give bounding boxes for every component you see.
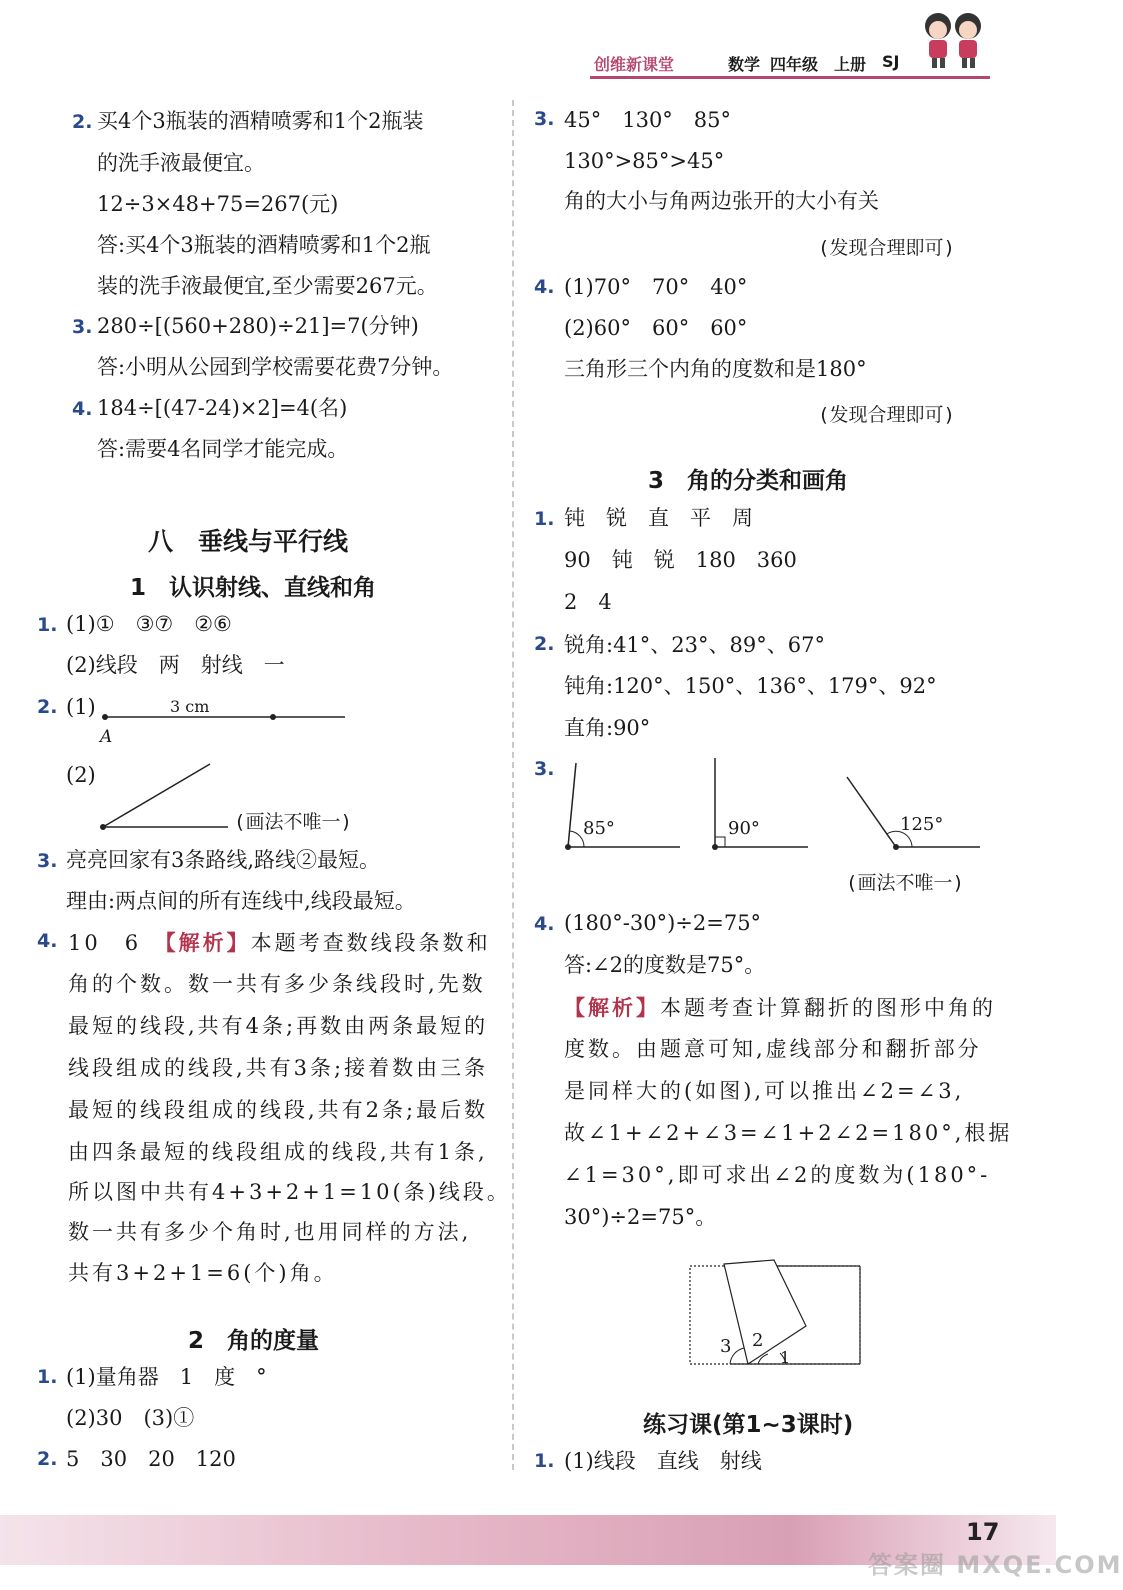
header-subject: 数学 [728, 55, 761, 74]
question-number: 4. [72, 398, 93, 420]
answer-line: (1)① ③⑦ ②⑥ [66, 612, 232, 636]
question-number: 2. [72, 111, 93, 133]
question-number: 1. [534, 508, 555, 530]
angle-label: 125° [900, 814, 944, 835]
answer-values: 10 6 [68, 931, 166, 955]
question-number: 4. [534, 276, 555, 298]
analysis-text: 本题考查数线段条数和 [250, 931, 491, 955]
section-title: 1 认识射线、直线和角 [130, 575, 377, 601]
question-number: 4. [37, 930, 58, 952]
header-rule [590, 76, 990, 79]
answer-line: 2 4 [564, 590, 612, 614]
answer-line: 钝角:120°、150°、136°、179°、92° [564, 674, 937, 698]
answer-line: (2)线段 两 射线 一 [66, 653, 285, 677]
analysis-tag: 【解析】 [564, 995, 660, 1020]
answer-line: 90 钝 锐 180 360 [564, 548, 797, 572]
ray-figure [100, 710, 350, 726]
answer-line: 的洗手液最便宜。 [97, 151, 265, 175]
note: (发现合理即可) [818, 404, 955, 426]
analysis-tag: 【解析】 [165, 930, 251, 955]
answer-line: 45° 130° 85° [564, 108, 732, 132]
analysis-line: 故∠1+∠2+∠3=∠1+2∠2=180°,根据 [564, 1121, 1013, 1145]
answer-line: 钝 锐 直 平 周 [564, 506, 753, 530]
angle-drawings [560, 755, 990, 855]
unit-title: 八 垂线与平行线 [148, 527, 349, 556]
header-edition: SJ [882, 52, 900, 71]
analysis-line: 共有3+2+1=6(个)角。 [68, 1261, 338, 1285]
analysis-line: 所以图中共有4+3+2+1=10(条)线段。 [68, 1180, 511, 1204]
segment-length-label: 3 cm [170, 697, 210, 716]
analysis-line: 由四条最短的线段组成的线段,共有1条, [68, 1140, 488, 1164]
answer-line: (2) [66, 763, 96, 787]
column-divider [512, 100, 514, 1470]
angle-label: 90° [728, 818, 760, 839]
answer-line: (2)30 (3)① [66, 1406, 195, 1430]
answer-line: (2)60° 60° 60° [564, 316, 748, 340]
figure-label: 1 [780, 1348, 791, 1367]
analysis-line: 度数。由题意可知,虚线部分和翻折部分 [564, 1037, 982, 1061]
question-number: 1. [534, 1450, 555, 1472]
question-number: 4. [534, 913, 555, 935]
analysis-line: 角的个数。数一共有多少条线段时,先数 [68, 972, 486, 996]
note: (发现合理即可) [818, 237, 955, 259]
question-number: 2. [37, 696, 58, 718]
header-volume: 上册 [834, 55, 867, 74]
answer-line: (1)线段 直线 射线 [564, 1449, 762, 1473]
answer-line: 亮亮回家有3条路线,路线②最短。 [66, 848, 381, 872]
question-number: 3. [534, 758, 555, 780]
angle-label: 85° [583, 818, 615, 839]
answer-line: 答:小明从公园到学校需要花费7分钟。 [97, 355, 454, 379]
answer-line: 5 30 20 120 [66, 1447, 236, 1471]
figure-label: 3 [720, 1336, 732, 1357]
answer-line: (1)量角器 1 度 ° [66, 1365, 267, 1389]
answer-line: 答:∠2的度数是75°。 [564, 953, 766, 977]
answer-line: 买4个3瓶装的酒精喷雾和1个2瓶装 [97, 109, 424, 133]
answer-line: 130°>85°>45° [564, 149, 725, 173]
answer-line: 直角:90° [564, 716, 651, 740]
answer-line: (180°-30°)÷2=75° [564, 911, 762, 935]
point-label: A [100, 727, 113, 747]
answer-line: 12÷3×48+75=267(元) [97, 192, 339, 216]
header-series: 创维新课堂 [594, 55, 675, 74]
analysis-line: 最短的线段组成的线段,共有2条;最后数 [68, 1098, 489, 1122]
watermark: 答案圈 MXQE.COM [868, 1551, 1123, 1579]
analysis-line: 最短的线段,共有4条;再数由两条最短的 [68, 1014, 489, 1038]
question-number: 3. [534, 108, 555, 130]
page-number: 17 [966, 1518, 1000, 1546]
section-title: 3 角的分类和画角 [648, 468, 849, 494]
angle-figure [98, 760, 238, 835]
question-number: 1. [37, 614, 58, 636]
analysis-line [564, 997, 996, 1019]
note: (画法不唯一) [846, 872, 964, 894]
answer-line: 三角形三个内角的度数和是180° [564, 357, 867, 381]
question-number: 1. [37, 1366, 58, 1388]
question-number: 3. [72, 316, 93, 338]
answer-line: 装的洗手液最便宜,至少需要267元。 [97, 274, 438, 298]
analysis-line: 数一共有多少个角时,也用同样的方法, [68, 1220, 472, 1244]
mascot-kids-icon [912, 4, 992, 74]
analysis-text: 本题考查计算翻折的图形中角的 [660, 996, 996, 1020]
answer-line: 答:需要4名同学才能完成。 [97, 437, 349, 461]
answer-line: (1)70° 70° 40° [564, 275, 748, 299]
section-title: 练习课(第1~3课时) [643, 1412, 854, 1438]
note: (画法不唯一) [234, 811, 352, 833]
answer-line: 理由:两点间的所有连线中,线段最短。 [66, 889, 416, 913]
question-number: 2. [534, 633, 555, 655]
answer-line: 184÷[(47-24)×2]=4(名) [97, 396, 348, 420]
analysis-line: ∠1=30°,即可求出∠2的度数为(180°- [564, 1163, 991, 1187]
folded-paper-figure [688, 1258, 863, 1368]
header-grade: 四年级 [770, 55, 819, 74]
answer-line: (1) [66, 695, 96, 719]
analysis-line [68, 932, 491, 954]
figure-label: 2 [752, 1330, 764, 1351]
section-title: 2 角的度量 [188, 1328, 320, 1354]
question-number: 3. [37, 850, 58, 872]
analysis-line: 线段组成的线段,共有3条;接着数由三条 [68, 1056, 489, 1080]
answer-line: 答:买4个3瓶装的酒精喷雾和1个2瓶 [97, 233, 431, 257]
answer-line: 锐角:41°、23°、89°、67° [564, 633, 825, 657]
answer-line: 280÷[(560+280)÷21]=7(分钟) [97, 314, 419, 338]
answer-line: 角的大小与角两边张开的大小有关 [564, 189, 879, 213]
analysis-line: 30°)÷2=75°。 [564, 1205, 717, 1229]
question-number: 2. [37, 1448, 58, 1470]
analysis-line: 是同样大的(如图),可以推出∠2=∠3, [564, 1079, 965, 1103]
